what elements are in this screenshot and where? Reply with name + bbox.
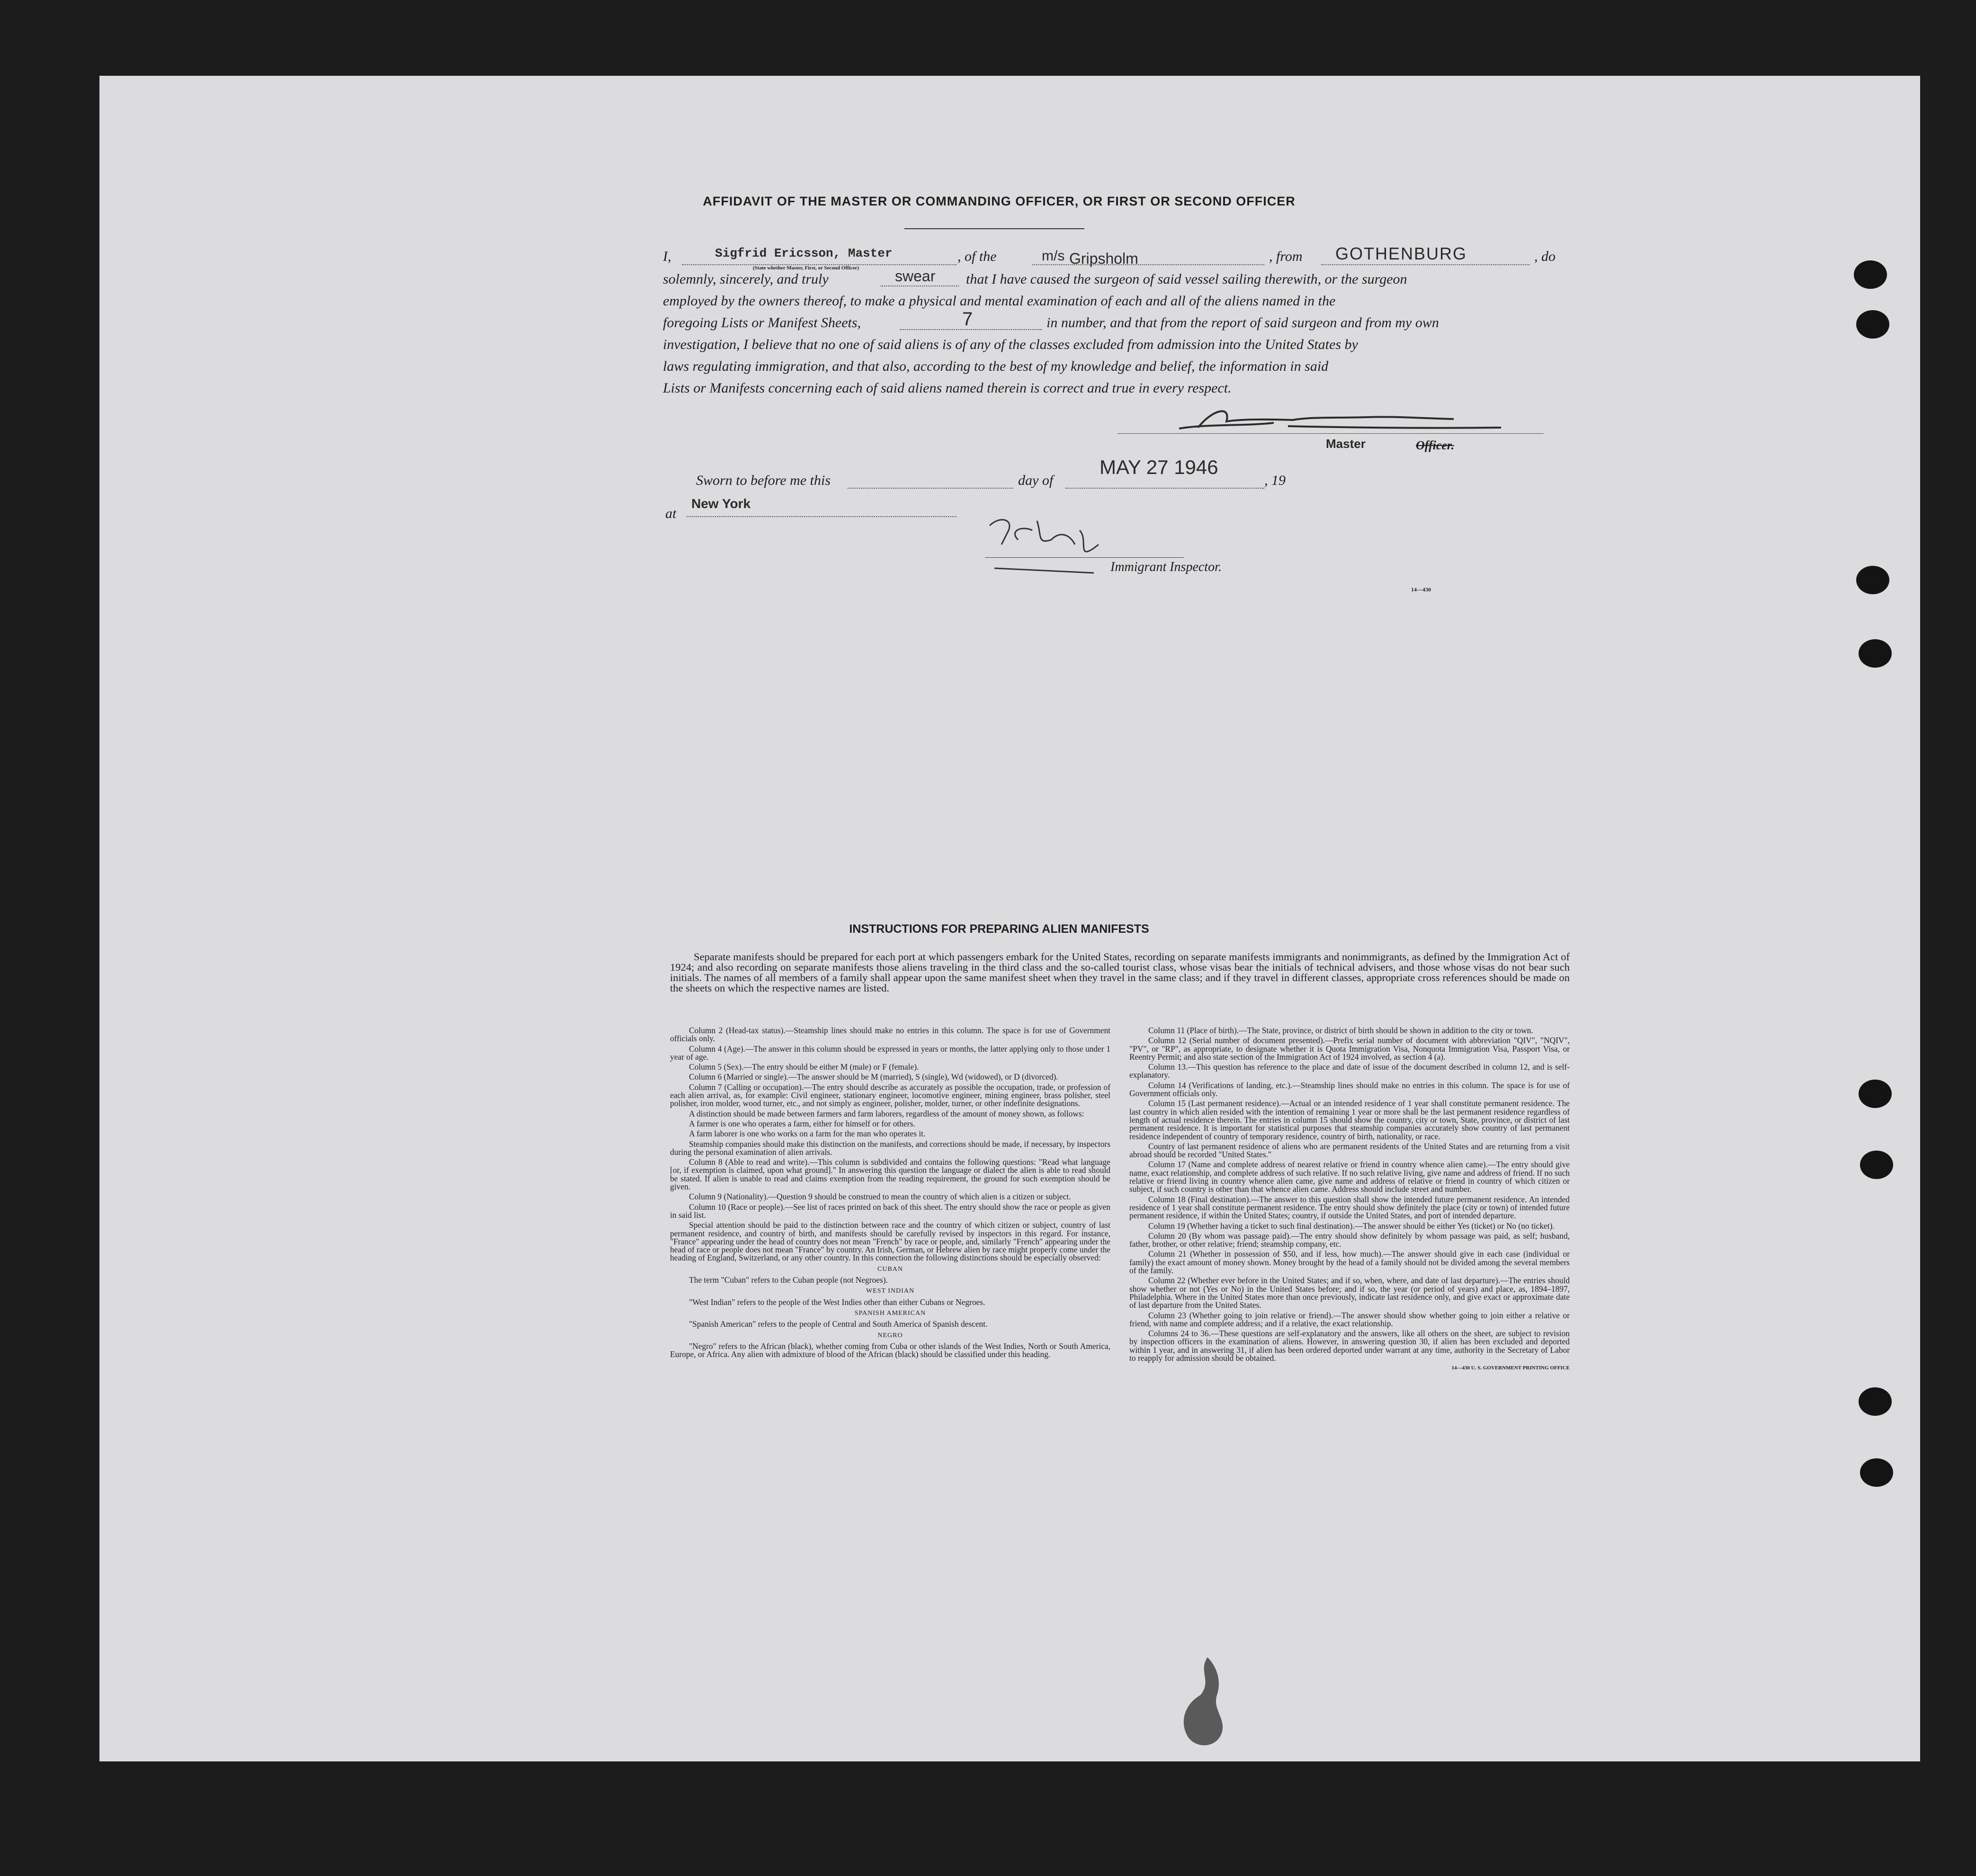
- text-from: , from: [1269, 249, 1303, 264]
- instruction-paragraph: Column 13.—This question has reference to the place and date of issue of the document described in column 12, and is self-explanatory.: [1129, 1062, 1570, 1080]
- binder-hole: [1859, 1080, 1892, 1108]
- binder-hole: [1860, 1458, 1893, 1487]
- instruction-paragraph: Column 4 (Age).—The answer in this column should be expressed in years or months, the latter applying only to those under 1 year of age.: [670, 1044, 1110, 1062]
- day-dots: [848, 488, 1013, 489]
- binder-hole: [1859, 639, 1892, 668]
- text-of-the: , of the: [957, 249, 997, 264]
- binder-hole: [1854, 260, 1887, 289]
- west-indian-definition: "West Indian" refers to the people of the West Indies other than either Cubans or Negroes.: [689, 1297, 985, 1307]
- instruction-paragraph: A farmer is one who operates a farm, either for himself or for others.: [689, 1118, 915, 1128]
- master-name: Sigfrid Ericsson, Master: [715, 246, 893, 260]
- day-of-text: day of: [1018, 473, 1054, 488]
- instruction-paragraph: A distinction should be made between farmers and farm laborers, regardless of the amount of money shown, as follows:: [689, 1108, 1084, 1118]
- instructions-right-column: [1129, 1027, 1570, 1375]
- form-number: 14—430: [1411, 586, 1431, 593]
- inspector-signature: [980, 511, 1113, 587]
- instruction-paragraph: Column 6 (Married or single).—The answer should be M (married), S (single), Wd (widowed), or D (divorced).: [689, 1072, 1058, 1082]
- port-name: GOTHENBURG: [1335, 244, 1467, 263]
- instruction-paragraph: Column 14 (Verifications of landing, etc.).—Steamship lines should make no entries in this column. The space is for use of Government officials only.: [1129, 1080, 1570, 1099]
- vessel-prefix: m/s: [1042, 248, 1065, 264]
- instruction-paragraph: Column 11 (Place of birth).—The State, province, or district of birth should be shown in addition to the city or town.: [1148, 1026, 1533, 1035]
- instruction-paragraph: Column 23 (Whether going to join relative or friend).—The answer should show whether going to join either a relative or friend, with name and complete address; and if a relative, the exact relationship.: [1129, 1310, 1570, 1328]
- affidavit-line-7: Lists or Manifests concerning each of said aliens named therein is correct and true in every respect.: [663, 380, 1232, 396]
- instruction-paragraph: Column 5 (Sex).—The entry should be either M (male) or F (female).: [689, 1062, 919, 1072]
- affidavit-line-4a: foregoing Lists or Manifest Sheets,: [663, 315, 861, 331]
- instructions-title: INSTRUCTIONS FOR PREPARING ALIEN MANIFESTS: [849, 922, 1149, 936]
- affidavit-line-3: employed by the owners thereof, to make a physical and mental examination of each and all of the aliens named in the: [663, 293, 1336, 309]
- manifest-page: [99, 76, 1920, 1761]
- instructions-left-column: [670, 1027, 1110, 1360]
- affidavit-title: AFFIDAVIT OF THE MASTER OR COMMANDING OFFICER, OR FIRST OR SECOND OFFICER: [703, 194, 1296, 208]
- spanish-american-caption: SPANISH AMERICAN: [854, 1309, 926, 1317]
- sworn-text: Sworn to before me this: [696, 473, 831, 488]
- instructions-intro: Separate manifests should be prepared for each port at which passengers embark for the United States, recording on separate manifests immigrants and nonimmigrants, as defined by the Immigration Act of 1924; and also recording on separate manifests those aliens traveling in the third class and the so-called tourist class, whose visas bear the initials of technical advisers, and those whose visas do not bear such initials. The names of all members of a family shall appear upon the same manifest sheet when they travel in the same class; and if they travel in different classes, appropriate cross references should be made on the sheets on which the respective names are listed.: [670, 951, 1570, 994]
- place-dots: [687, 516, 957, 517]
- affidavit-line-2b: that I have caused the surgeon of said vessel sailing therewith, or the surgeon: [966, 271, 1407, 287]
- signature-rule: [1118, 433, 1544, 434]
- binder-hole: [1856, 566, 1889, 594]
- cuban-definition: The term "Cuban" refers to the Cuban people (not Negroes).: [689, 1275, 888, 1285]
- instruction-paragraph: Steamship companies should make this distinction on the manifests, and corrections should be made, if necessary, by inspectors during the personal examination of alien arrivals.: [670, 1139, 1110, 1157]
- instruction-paragraph: Column 19 (Whether having a ticket to such final destination).—The answer should be either Yes (ticket) or No (no ticket).: [1148, 1221, 1555, 1231]
- vessel-name: Gripsholm: [1069, 250, 1138, 267]
- instruction-paragraph: Column 22 (Whether ever before in the United States; and if so, when, where, and date of last departure).—The entries should show whether or not (Yes or No) in the United States before; and if so, the year (or period of years) and place, as, 1894–1897, Philadelphia. Where in the United States more than once previously, indicate last residence only, and give exact or approximate date of last departure from the United States.: [1129, 1276, 1570, 1310]
- west-indian-caption: WEST INDIAN: [866, 1287, 915, 1295]
- affidavit-line-2a: solemnly, sincerely, and truly: [663, 271, 829, 287]
- vessel-dots: [1032, 264, 1264, 265]
- cuban-caption: CUBAN: [877, 1265, 903, 1273]
- instruction-paragraph: Column 18 (Final destination).—The answer to this question shall show the intended future permanent residence. An intended residence of 1 year shall constitute permanent residence. The entry should show definitely the place (city or town) of intended future permanent residence, if within the United States; country, if outside the United States, and port of intended departure.: [1129, 1194, 1570, 1221]
- instruction-paragraph: Column 21 (Whether in possession of $50, and if less, how much).—The answer should give in each case (individual or family) the exact amount of money shown. Money brought by the head of a family should not be divided among the several members of the family.: [1129, 1249, 1570, 1276]
- instruction-paragraph: Country of last permanent residence of aliens who are permanent residents of the United States and are returning from a visit abroad should be recorded "United States.": [1129, 1141, 1570, 1160]
- master-label: Master: [1326, 437, 1366, 451]
- oath-word: swear: [895, 268, 936, 285]
- affidavit-line-5: investigation, I believe that no one of said aliens is of any of the classes excluded from admission into the United States by: [663, 337, 1358, 352]
- inspector-label: Immigrant Inspector.: [1110, 560, 1222, 574]
- binder-hole: [1859, 1387, 1892, 1416]
- instruction-paragraph: Column 17 (Name and complete address of nearest relative or friend in country whence alien came).—The entry should give name, exact relationship, and complete address of such relative. If no such relative living, give name and address of friend. If no such relative or friend living in country whence alien came, give name and address of relative or friend in country of which citizen or subject, if such country is other than that whence alien came. Address should include street and number.: [1129, 1160, 1570, 1194]
- instruction-paragraph: Column 9 (Nationality).—Question 9 should be construed to mean the country of which alien is a citizen or subject.: [689, 1192, 1071, 1202]
- binder-hole: [1856, 310, 1889, 339]
- instruction-paragraph: Column 15 (Last permanent residence).—Actual or an intended residence of 1 year shall constitute permanent residence. The last country in which alien resided with the intention of remaining 1 year or more shall be the last permanent residence regardless of length of actual residence therein. The entries in column 15 should show the country, city or town, State, province, or district of last permanent residence. It is important for statistical purposes that steamship companies accurately show country of last permanent residence independent of country of temporary residence, country of birth, nationality, or race.: [1129, 1099, 1570, 1141]
- at-text: at: [665, 506, 677, 521]
- text-i: I,: [663, 249, 671, 264]
- master-signature: [1170, 400, 1596, 438]
- instruction-paragraph: Column 10 (Race or people).—See list of races printed on back of this sheet. The entry should show the race or people as given in said list.: [670, 1202, 1110, 1220]
- binder-hole: [1860, 1151, 1893, 1179]
- ink-stain: [1155, 1653, 1241, 1757]
- name-note: (State whether Master, First, or Second Officer): [753, 265, 859, 271]
- text-do: , do: [1534, 249, 1556, 264]
- instruction-paragraph: Column 8 (Able to read and write).—This column is subdivided and contains the following questions: "Read what language [or, if exemption is claimed, upon what ground]." In answering this question the language or dialect the alien is able to read should be stated. If alien is unable to read and claims exemption from the reading requirement, the ground for such exemption should be given.: [670, 1157, 1110, 1192]
- affidavit-line-6: laws regulating immigration, and that also, according to the best of my knowledge and belief, the information in said: [663, 358, 1329, 374]
- sheet-count: 7: [962, 309, 973, 330]
- instruction-paragraph: Special attention should be paid to the distinction between race and the country of which citizen or subject, country of last permanent residence, and country of birth, and manifests should be carefully revised by inspectors in this regard. For instance, "France" appearing under the head of country does not mean "French" by race or people, and, similarly "French" appearing under the head of race or people does not mean "France" by country. An Irish, German, or Hebrew alien by race might properly come under the heading of England, Switzerland, or any other country. In this connection the following distinctions should be especially observed:: [670, 1220, 1110, 1263]
- negro-caption: NEGRO: [877, 1331, 903, 1339]
- negro-definition: "Negro" refers to the African (black), whether coming from Cuba or other islands of the West Indies, North or South America, Europe, or Africa. Any alien with admixture of blood of the African (black) should be classified under this heading.: [670, 1341, 1110, 1359]
- spanish-american-definition: "Spanish American" refers to the people of Central and South America of Spanish descent.: [689, 1319, 988, 1329]
- officer-label: Officer.: [1416, 438, 1455, 452]
- instruction-paragraph: Column 2 (Head-tax status).—Steamship lines should make no entries in this column. The space is for use of Government officials only.: [670, 1026, 1110, 1044]
- instruction-paragraph: Column 12 (Serial number of document presented).—Prefix serial number of document with abbreviation "QIV", "NQIV", "PV", or "RP", as appropriate, to designate whether it is Quota Immigration Visa, Nonquota Immigration Visa, Passport Visa, or Reentry Permit; and also state section of the Immigration Act of 1924 involved, as section 4 (a).: [1129, 1036, 1570, 1062]
- title-rule: [904, 228, 1084, 229]
- place-stamp: New York: [691, 496, 751, 511]
- affidavit-line-1: [663, 249, 671, 265]
- port-dots: [1321, 264, 1529, 265]
- instruction-paragraph: Columns 24 to 36.—These questions are self-explanatory and the answers, like all others on the sheet, are subject to revision by inspection officers in the examination of aliens. However, in answering question 30, if alien has been excluded and deported within 1 year, and in answering 31, if alien has been ordered deported under warrant at any time, authority in the Secretary of Labor to reapply for admission should be obtained.: [1129, 1329, 1570, 1363]
- year-text: , 19: [1264, 473, 1286, 488]
- affidavit-line-4b: in number, and that from the report of said surgeon and from my own: [1046, 315, 1439, 331]
- inspector-rule: [985, 557, 1184, 558]
- printing-office-footer: 14—430 U. S. GOVERNMENT PRINTING OFFICE: [1451, 1365, 1570, 1371]
- instruction-paragraph: Column 20 (By whom was passage paid).—The entry should show definitely by whom passage was paid, as self; husband, father, brother, or other relative; friend; steamship company, etc.: [1129, 1231, 1570, 1249]
- instruction-paragraph: Column 7 (Calling or occupation).—The entry should describe as accurately as possible the occupation, trade, or profession of each alien arrival, as, for example: Civil engineer, stationary engineer, locomotive engineer, mining engineer, brass polisher, steel polisher, iron molder, wood turner, etc., and not simply as engineer, polisher, molder, turner, or other indefinite designations.: [670, 1082, 1110, 1108]
- date-stamp: MAY 27 1946: [1100, 456, 1218, 478]
- month-dots: [1065, 488, 1264, 489]
- instruction-paragraph: A farm laborer is one who works on a farm for the man who operates it.: [689, 1129, 926, 1139]
